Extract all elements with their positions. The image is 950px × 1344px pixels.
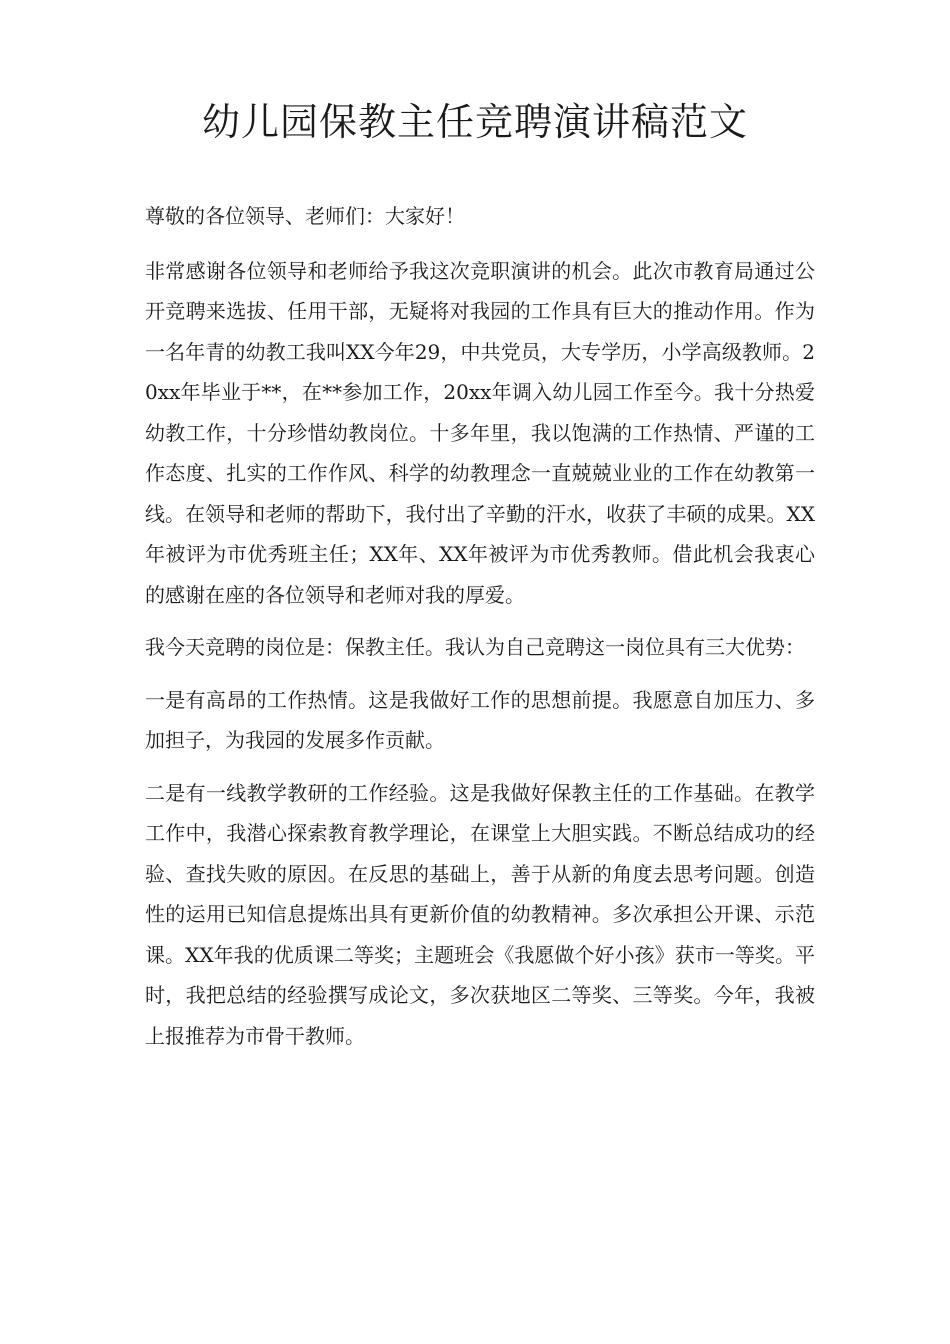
document-title: 幼儿园保教主任竞聘演讲稿范文: [201, 100, 748, 144]
document-body: [145, 196, 815, 1068]
body-paragraph: 非常感谢各位领导和老师给予我这次竞职演讲的机会。此次市教育局通过公开竞聘来选拔、任用干部，无疑将对我园的工作具有巨大的推动作用。作为一名年青的幼教工我叫XX今年29，中共党员，大专学历，小学高级教师。20xx年毕业于**，在**参加工作，20xx年调入幼儿园工作至今。我十分热爱幼教工作，十分珍惜幼教岗位。十多年里，我以饱满的工作热情、严谨的工作态度、扎实的工作作风、科学的幼教理念一直兢兢业业的工作在幼教第一线。在领导和老师的帮助下，我付出了辛勤的汗水，收获了丰硕的成果。XX年被评为市优秀班主任；XX年、XX年被评为市优秀教师。借此机会我衷心的感谢在座的各位领导和老师对我的厚爱。: [145, 258, 815, 607]
greeting-paragraph: 尊敬的各位领导、老师们：大家好！: [145, 204, 465, 228]
body-paragraph: 二是有一线教学教研的工作经验。这是我做好保教主任的工作基础。在教学工作中，我潜心探索教育教学理论，在课堂上大胆实践。不断总结成功的经验、查找失败的原因。在反思的基础上，善于从新的角度去思考问题。创造性的运用已知信息提炼出具有更新价值的幼教精神。多次承担公开课、示范课。XX年我的优质课二等奖；主题班会《我愿做个好小孩》获市一等奖。平时，我把总结的经验撰写成论文，多次获地区二等奖、三等奖。今年，我被上报推荐为市骨干教师。: [145, 780, 815, 1048]
body-paragraph: 一是有高昂的工作热情。这是我做好工作的思想前提。我愿意自加压力、多加担子，为我园的发展多作贡献。: [145, 687, 815, 752]
body-paragraph: 我今天竞聘的岗位是：保教主任。我认为自己竞聘这一岗位具有三大优势：: [145, 635, 805, 659]
